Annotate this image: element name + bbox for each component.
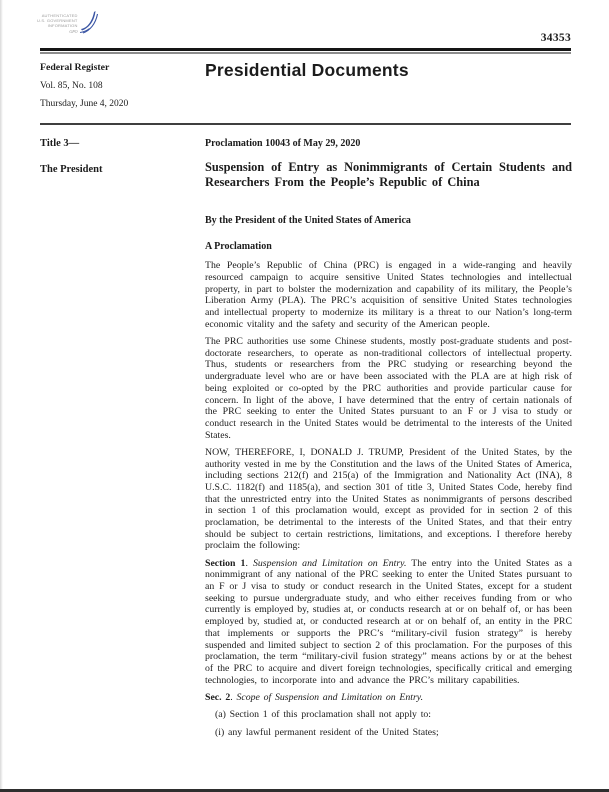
gpo-authenticated-logo bbox=[37, 9, 99, 40]
journal-name: Federal Register bbox=[40, 62, 110, 73]
section-1-body: The entry into the United States as a nonimmigrant of any national of the PRC seeking to enter the United States pursuant to an F or J visa to study or conduct research in the United States, except for a student seeking to pursue undergraduate study, and who either receives funding from or who currently is employed by, studies at, or conducts research at or on behalf of, or has been employed by, studied at, or conducted research at or on behalf of, an entity in the PRC that implements or supports the PRC’s “military-civil fusion strategy” is hereby suspended and limited subject to section 2 of this proclamation. For the purposes of this proclamation, the term “military-civil fusion strategy” means actions by or at the behest of the PRC to acquire and divert foreign technologies, specifically critical and emerging technologies, to incorporate into and advance the PRC’s military capabilities. bbox=[205, 557, 573, 686]
a-proclamation-heading: A Proclamation bbox=[205, 240, 272, 252]
section-2-italic-title: Scope of Suspension and Limitation on Entry. bbox=[236, 691, 424, 703]
journal-volume: Vol. 85, No. 108 bbox=[40, 81, 103, 91]
section-2-sep: . bbox=[230, 691, 237, 703]
paragraph-2: The PRC authorities use some Chinese students, mostly post-graduate students and post-doctorate researchers, to operate as non-traditional collectors of intellectual property. Thus, students or researchers from the PRC studying or researching beyond the undergraduate level who are or have been associated with the PLA are at high risk of being exploited or co-opted by the PRC authorities and provide particular cause for concern. In light of the above, I have determined that the entry of certain nationals of the PRC seeking to enter the United States pursuant to an F or J visa to study or conduct research in the United States would be detrimental to the interests of the United States. bbox=[205, 336, 572, 441]
section-title: Presidential Documents bbox=[205, 60, 409, 80]
gpo-logo-line: AUTHENTICATED bbox=[41, 13, 78, 18]
gpo-logo-line: INFORMATION bbox=[47, 23, 78, 28]
section-2-label: Sec. 2 bbox=[205, 691, 231, 703]
page-left-edge bbox=[0, 0, 3, 792]
section-2-item-i: (i) any lawful permanent resident of the United States; bbox=[215, 726, 439, 738]
masthead bbox=[0, 54, 609, 117]
proclamation-title: Suspension of Entry as Nonimmigrants of Certain Students and Researchers From the People’s Republic of China bbox=[205, 159, 572, 190]
journal-date: Thursday, June 4, 2020 bbox=[40, 99, 129, 109]
proclamation-number-line: Proclamation 10043 of May 29, 2020 bbox=[205, 138, 361, 149]
gpo-logo-line: U.S. GOVERNMENT bbox=[37, 18, 78, 23]
gpo-eagle-swoosh-icon bbox=[79, 9, 99, 40]
section-2-item-a: (a) Section 1 of this proclamation shall not apply to: bbox=[215, 709, 432, 721]
section-2-heading bbox=[205, 692, 572, 704]
paragraph-3: NOW, THEREFORE, I, DONALD J. TRUMP, President of the United States, by the authority vested in me by the Constitution and the laws of the United States of America, including sections 212(f) and 215(a) of the Immigration and Nationality Act (INA), 8 U.S.C. 1182(f) and 1185(a), and section 301 of title 3, United States Code, hereby find that the unrestricted entry into the United States as nonimmigrants of persons described in section 1 of this proclamation would, except as provided for in section 2 of this proclamation, be detrimental to the interests of the United States, and that their entry should be subject to certain restrictions, limitations, and exceptions. I therefore hereby proclaim the following: bbox=[205, 446, 572, 552]
section-1-sep: . bbox=[245, 557, 253, 569]
title3-label: Title 3— bbox=[40, 138, 80, 149]
the-president-label: The President bbox=[40, 164, 103, 175]
gpo-logo-gpo-label: GPO bbox=[69, 29, 78, 34]
paragraph-1: The People’s Republic of China (PRC) is engaged in a wide-ranging and heavily resourced campaign to acquire sensitive United States technologies and intellectual property, in part to bolster the modernization and capability of its military, the People’s Liberation Army (PLA). The PRC’s acquisition of sensitive United States technologies and intellectual property to modernize its military is a threat to our Nation’s long-term economic vitality and the safety and security of the American people. bbox=[205, 260, 572, 330]
page-number: 34353 bbox=[540, 32, 571, 44]
section-1-paragraph bbox=[205, 558, 572, 687]
section-1-label: Section 1 bbox=[205, 557, 246, 569]
section-1-italic-title: Suspension and Limitation on Entry. bbox=[253, 557, 407, 569]
content bbox=[0, 125, 609, 739]
byline: By the President of the United States of America bbox=[205, 214, 411, 226]
